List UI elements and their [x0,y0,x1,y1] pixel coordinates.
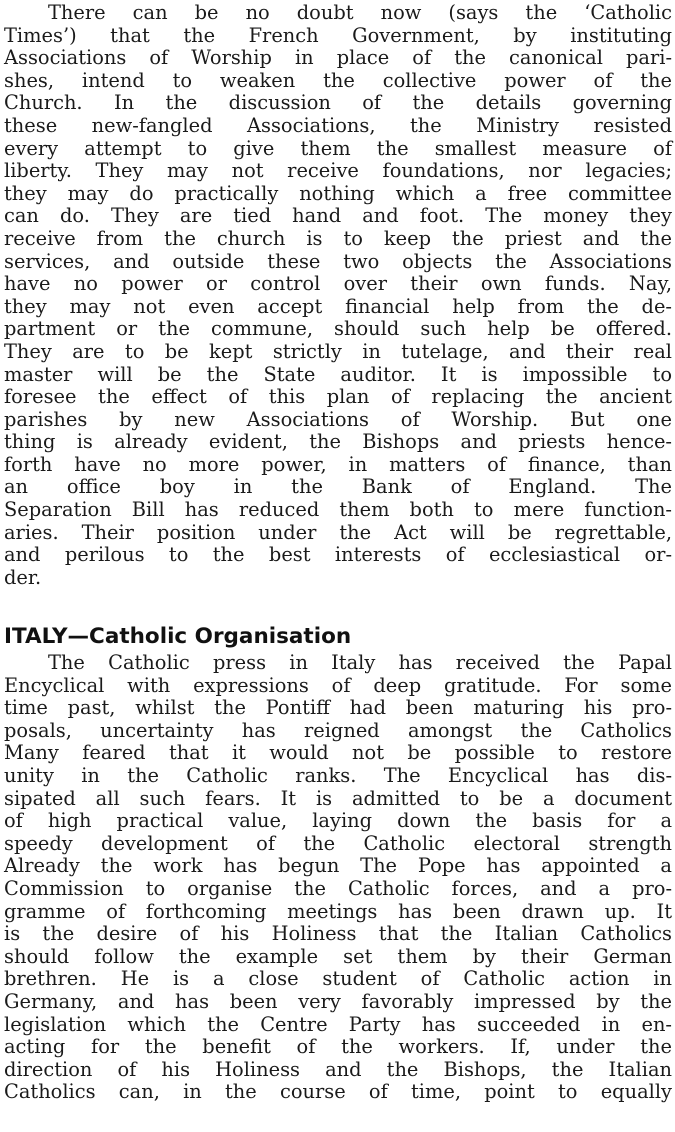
text-line: The Catholic press in Italy has received the Papal [48,651,672,674]
text-line: master will be the State auditor. It is impossible to [4,362,672,386]
text-line: Separation Bill has reduced them both to mere function- [4,498,672,522]
text-line: liberty. They may not receive foundations, nor legacies; [4,159,672,183]
text-line: legislation which the Centre Party has succeeded in en- [4,1012,672,1036]
text-line: and perilous to the best interests of ecclesiastical or- [4,543,672,567]
text-line: unity in the Catholic ranks. The Encyclical has dis- [4,763,672,787]
text-line: should follow the example set them by their German [4,944,672,968]
text-line: Many feared that it would not be possible to restore [4,741,672,765]
article-paragraph-french-associations [4,2,672,589]
text-line: aries. Their position under the Act will be regrettable, [4,520,672,544]
text-line: of high practical value, laying down the basis for a [4,809,672,833]
text-line: forth have no more power, in matters of finance, than [4,452,672,476]
text-line: sipated all such fears. It is admitted to be a document [4,786,672,810]
text-line: parishes by new Associations of Worship. But one [4,407,672,431]
text-line: gramme of forthcoming meetings has been drawn up. It [4,899,672,923]
section-heading-wrapper [4,618,672,652]
text-line: they may not even accept financial help from the de- [4,294,672,318]
text-line: They are to be kept strictly in tutelage, and their real [4,339,672,363]
text-line: Catholics can, in the course of time, point to equally [4,1080,672,1104]
text-line: thing is already evident, the Bishops and priests hence- [4,430,672,454]
section-heading: ITALY—Catholic Organisation [4,624,352,649]
text-line: Encyclical with expressions of deep gratitude. For some [4,673,672,697]
text-line: Already the work has begun The Pope has appointed a [4,854,672,878]
text-line: they may do practically nothing which a free committee [4,181,672,205]
article-paragraph-italy [4,652,672,1104]
text-line: Germany, and has been very favorably impressed by the [4,989,672,1013]
text-line: der. [4,565,42,589]
text-line: can do. They are tied hand and foot. The money they [4,204,672,228]
text-line: receive from the church is to keep the priest and the [4,226,672,250]
text-line: partment or the commune, should such help be offered. [4,317,672,341]
text-line: foresee the effect of this plan of replacing the ancient [4,385,672,409]
text-line: There can be no doubt now (says the ‘Catholic [48,1,672,24]
text-line: an office boy in the Bank of England. The [4,475,672,499]
text-line: every attempt to give them the smallest measure of [4,136,672,160]
text-line: time past, whilst the Pontiff had been maturing his pro- [4,696,672,720]
text-line: these new-fangled Associations, the Ministry resisted [4,113,672,137]
text-line: Commission to organise the Catholic forces, and a pro- [4,876,672,900]
text-line: is the desire of his Holiness that the Italian Catholics [4,922,672,946]
text-line: acting for the benefit of the workers. If, under the [4,1035,672,1059]
text-line: brethren. He is a close student of Catholic action in [4,967,672,991]
text-line: services, and outside these two objects the Associations [4,249,672,273]
text-line: shes, intend to weaken the collective power of the [4,68,672,92]
text-line: Associations of Worship in place of the canonical pari- [4,46,672,70]
text-line: speedy development of the Catholic electoral strength [4,831,672,855]
text-line: have no power or control over their own funds. Nay, [4,272,672,296]
text-line: Times’) that the French Government, by instituting [4,23,672,47]
text-line: direction of his Holiness and the Bishops, the Italian [4,1057,672,1081]
text-line: Church. In the discussion of the details governing [4,91,672,115]
text-line: posals, uncertainty has reigned amongst the Catholics [4,718,672,742]
